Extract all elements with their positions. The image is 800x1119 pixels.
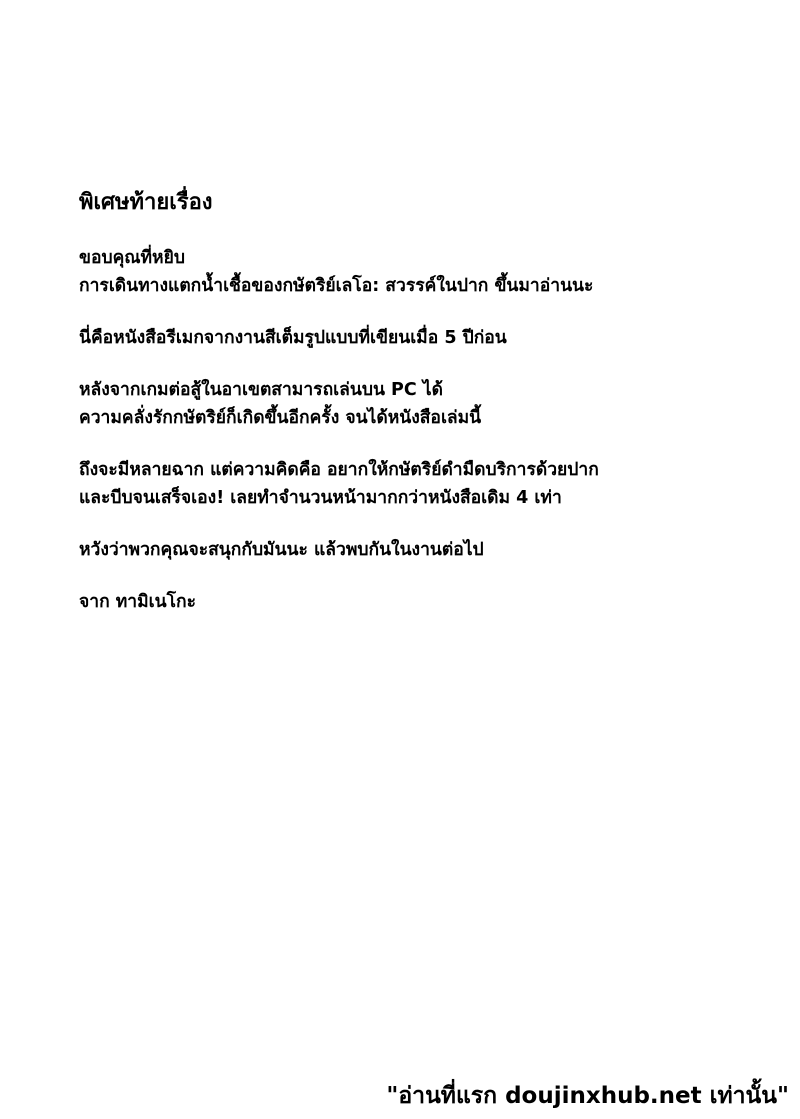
paragraph-closing (79, 536, 769, 564)
paragraph-line: หลังจากเกมต่อสู้ในอาเขตสามารถเล่นบน PC ได้ (79, 380, 443, 400)
paragraph-line: ถึงจะมีหลายฉาก แต่ความคิดคือ อยากให้กษัตริย์ดำมืดบริการด้วยปาก (79, 460, 599, 480)
paragraph-line: ขอบคุณที่หยิบ (79, 248, 185, 268)
afterword-title: พิเศษท้ายเรื่อง (79, 190, 213, 215)
paragraph-concept (79, 456, 769, 512)
paragraph-line: และบีบจนเสร็จเอง! เลยทำจำนวนหน้ามากกว่าหนังสือเดิม 4 เท่า (79, 488, 562, 508)
paragraph-thanks (79, 244, 769, 300)
paragraph-origin (79, 376, 769, 432)
paragraph-remake (79, 324, 769, 352)
signature-line: จาก ทามิเนโกะ (79, 592, 197, 612)
afterword-content (79, 186, 769, 640)
paragraph-line: หวังว่าพวกคุณจะสนุกกับมันนะ แล้วพบกันในงานต่อไป (79, 540, 484, 560)
paragraph-line: ความคลั่งรักกษัตริย์ก็เกิดขึ้นอีกครั้ง จนได้หนังสือเล่มนี้ (79, 408, 482, 428)
paragraph-line: นี่คือหนังสือรีเมกจากงานสีเต็มรูปแบบที่เขียนเมื่อ 5 ปีก่อน (79, 328, 507, 348)
paragraph-signature (79, 588, 769, 616)
watermark-footer: "อ่านที่แรก doujinxhub.net เท่านั้น" (386, 1083, 789, 1109)
paragraph-line: การเดินทางแตกน้ำเชื้อของกษัตริย์เลโอ: สวรรค์ในปาก ขึ้นมาอ่านนะ (79, 276, 594, 296)
